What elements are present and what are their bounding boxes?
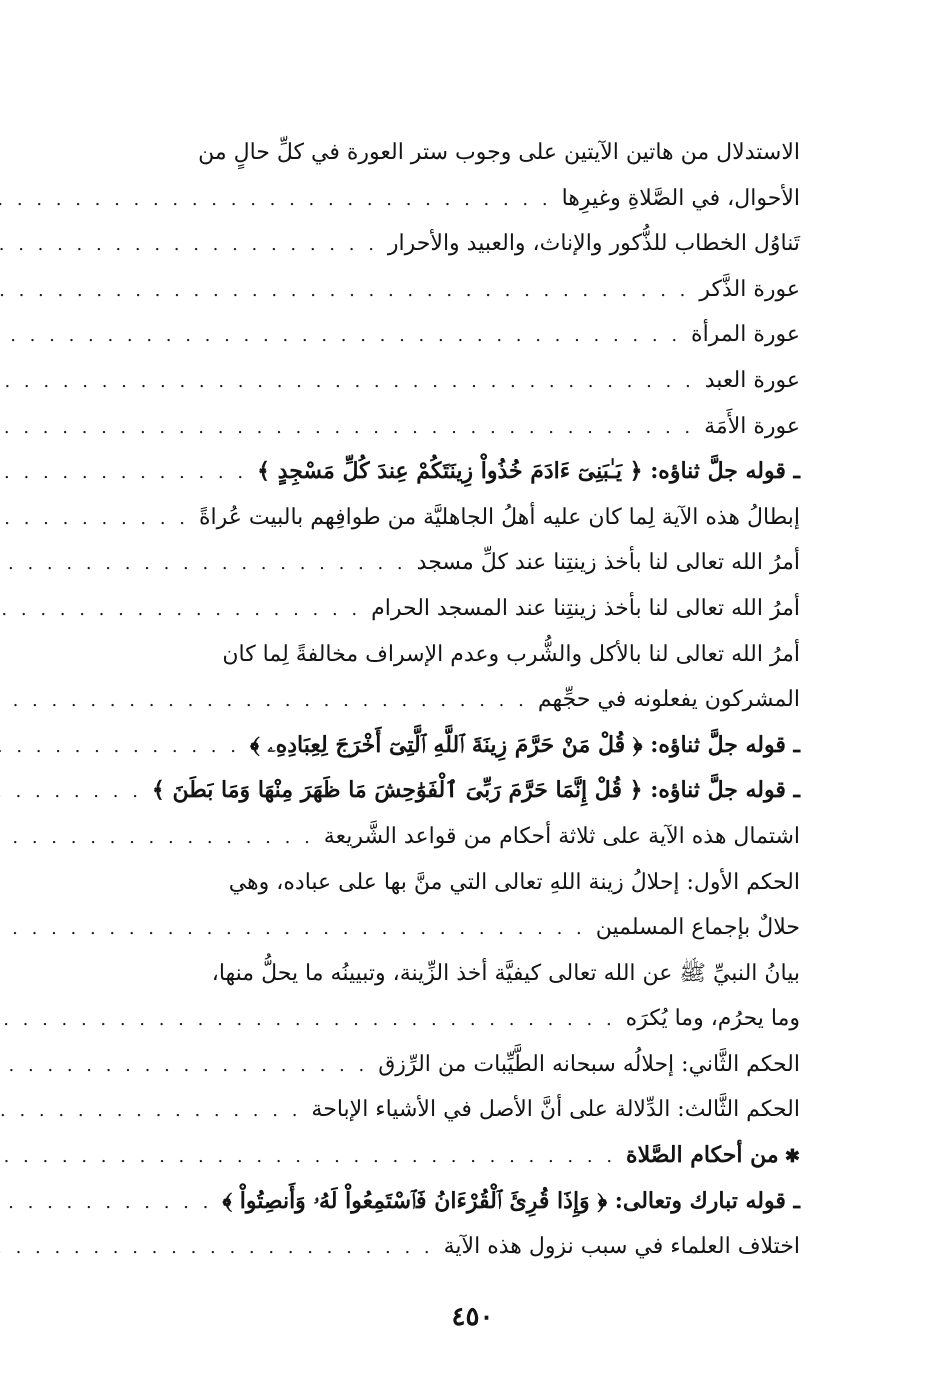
toc-entry-title: تَناوُل الخطاب للذُّكور والإناث، والعبيد والأحرار	[387, 231, 800, 257]
toc-entry-verse	[112, 449, 800, 495]
toc-entry-verse	[112, 1179, 800, 1225]
toc-entry-title: أمرُ الله تعالى لنا بأخذ زينتِنا عند كلِّ مسجد	[416, 550, 800, 576]
toc-entry	[112, 312, 800, 358]
toc-entry-title: الحكم الثَّاني: إحلالُه سبحانه الطَّيِّبات من الرِّزق	[378, 1051, 800, 1077]
leader-dots	[0, 1180, 222, 1226]
toc-entry-title: عورة العبد	[704, 367, 800, 393]
leader-dots	[0, 1134, 626, 1180]
toc-entry-title: الأحوال، في الصَّلاةِ وغيرِها	[561, 185, 800, 211]
leader-dots	[0, 222, 388, 268]
leader-dots	[0, 906, 596, 952]
toc-entry-verse	[112, 723, 800, 769]
toc-entry	[112, 996, 800, 1042]
toc-entry	[112, 358, 800, 404]
toc-entry-verse	[112, 768, 800, 814]
leader-dots	[0, 177, 562, 223]
leader-dots	[0, 724, 250, 770]
leader-dots	[0, 587, 371, 633]
toc-entry-title: الاستدلال من هاتين الآيتين على وجوب ستر العورة في كلِّ حالٍ من	[198, 140, 800, 165]
leader-dots	[0, 450, 257, 496]
toc-entry-title: عورة الذَّكر	[699, 276, 800, 302]
toc-entry-title: الحكم الأول: إحلالُ زينة اللهِ تعالى التي منَّ بها على عباده، وهي	[228, 869, 800, 895]
toc-entry-title: ✱ من أحكام الصَّلاة	[626, 1133, 800, 1180]
leader-dots	[0, 268, 699, 314]
toc-entry	[112, 1042, 800, 1088]
toc-entry	[112, 814, 800, 860]
toc-entry	[112, 221, 800, 267]
toc-entry-title: عورة الأَمَة	[704, 413, 800, 439]
toc-entry-title: أمرُ الله تعالى لنا بأخذ زينتِنا عند المسجد الحرام	[371, 595, 800, 621]
toc-entry	[112, 677, 800, 723]
leader-dots	[0, 815, 324, 861]
toc-entry	[112, 540, 800, 586]
leader-dots	[0, 496, 199, 542]
table-of-contents	[112, 130, 800, 1270]
leader-dots	[0, 313, 691, 359]
leader-dots	[0, 1225, 444, 1271]
toc-entry	[112, 176, 800, 222]
page-number: ٤٥٠	[451, 1302, 494, 1332]
toc-entry	[112, 1087, 800, 1133]
toc-section-heading	[112, 1133, 800, 1179]
leader-dots	[0, 678, 538, 724]
leader-dots	[0, 1088, 311, 1134]
toc-entry	[112, 404, 800, 450]
toc-entry	[112, 267, 800, 313]
leader-dots	[0, 997, 626, 1043]
leader-dots	[0, 769, 152, 815]
toc-entry	[112, 860, 800, 906]
toc-entry	[112, 1224, 800, 1270]
toc-entry-title: أمرُ الله تعالى لنا بالأكل والشُّرب وعدم الإسراف مخالفةً لِما كان	[222, 641, 800, 667]
toc-entry	[112, 495, 800, 541]
toc-entry-title: ـ قوله جلَّ ثناؤه: ﴿ قُلْ مَنْ حَرَّمَ زِينَةَ ٱللَّهِ ٱلَّتِىٓ أَخْرَجَ لِعِبَادِهِۦ ﴾	[249, 731, 800, 758]
toc-entry-title: عورة المرأة	[691, 322, 800, 348]
toc-entry	[112, 130, 800, 176]
toc-entry-title: حلالٌ بإجماع المسلمين	[595, 915, 800, 941]
toc-entry-title: الحكم الثَّالث: الدِّلالة على أنَّ الأصل في الأشياء الإباحة	[311, 1097, 800, 1123]
toc-entry-title: بيانُ النبيِّ ﷺ عن الله تعالى كيفيَّة أخذ الزِّينة، وتبيينُه ما يحلُّ منها،	[211, 960, 800, 986]
toc-entry-title: ـ قوله جلَّ ثناؤه: ﴿ يَـٰبَنِىٓ ءَادَمَ خُذُواْ زِينَتَكُمْ عِندَ كُلِّ مَسْجِدٍ ﴾	[257, 458, 800, 485]
toc-entry-title: اختلاف العلماء في سبب نزول هذه الآية	[443, 1234, 800, 1260]
toc-entry	[112, 951, 800, 997]
leader-dots	[0, 541, 417, 587]
toc-entry	[112, 632, 800, 678]
toc-entry	[112, 586, 800, 632]
toc-entry	[112, 905, 800, 951]
toc-entry-title: اشتمال هذه الآية على ثلاثة أحكام من قواعد الشَّريعة	[323, 823, 800, 849]
leader-dots	[0, 405, 704, 451]
leader-dots	[0, 1043, 378, 1089]
toc-entry-title: ـ قوله جلَّ ثناؤه: ﴿ قُلْ إِنَّمَا حَرَّمَ رَبِّىَ ٱلْفَوَٰحِشَ مَا ظَهَرَ مِنْهَا وَمَا بَطَنَ ﴾	[151, 777, 800, 804]
toc-entry-title: ـ قوله تبارك وتعالى: ﴿ وَإِذَا قُرِئَ ٱلْقُرْءَانُ فَٱسْتَمِعُواْ لَهُۥ وَأَنصِتُواْ ﴾	[222, 1187, 800, 1214]
toc-entry-title: وما يحرُم، وما يُكرَه	[625, 1006, 800, 1032]
toc-entry-title: المشركون يفعلونه في حجِّهم	[537, 687, 800, 713]
toc-entry-title: إبطالُ هذه الآية لِما كان عليه أهلُ الجاهليَّة من طوافِهم بالبيت عُراةً	[199, 504, 800, 530]
leader-dots	[0, 359, 705, 405]
